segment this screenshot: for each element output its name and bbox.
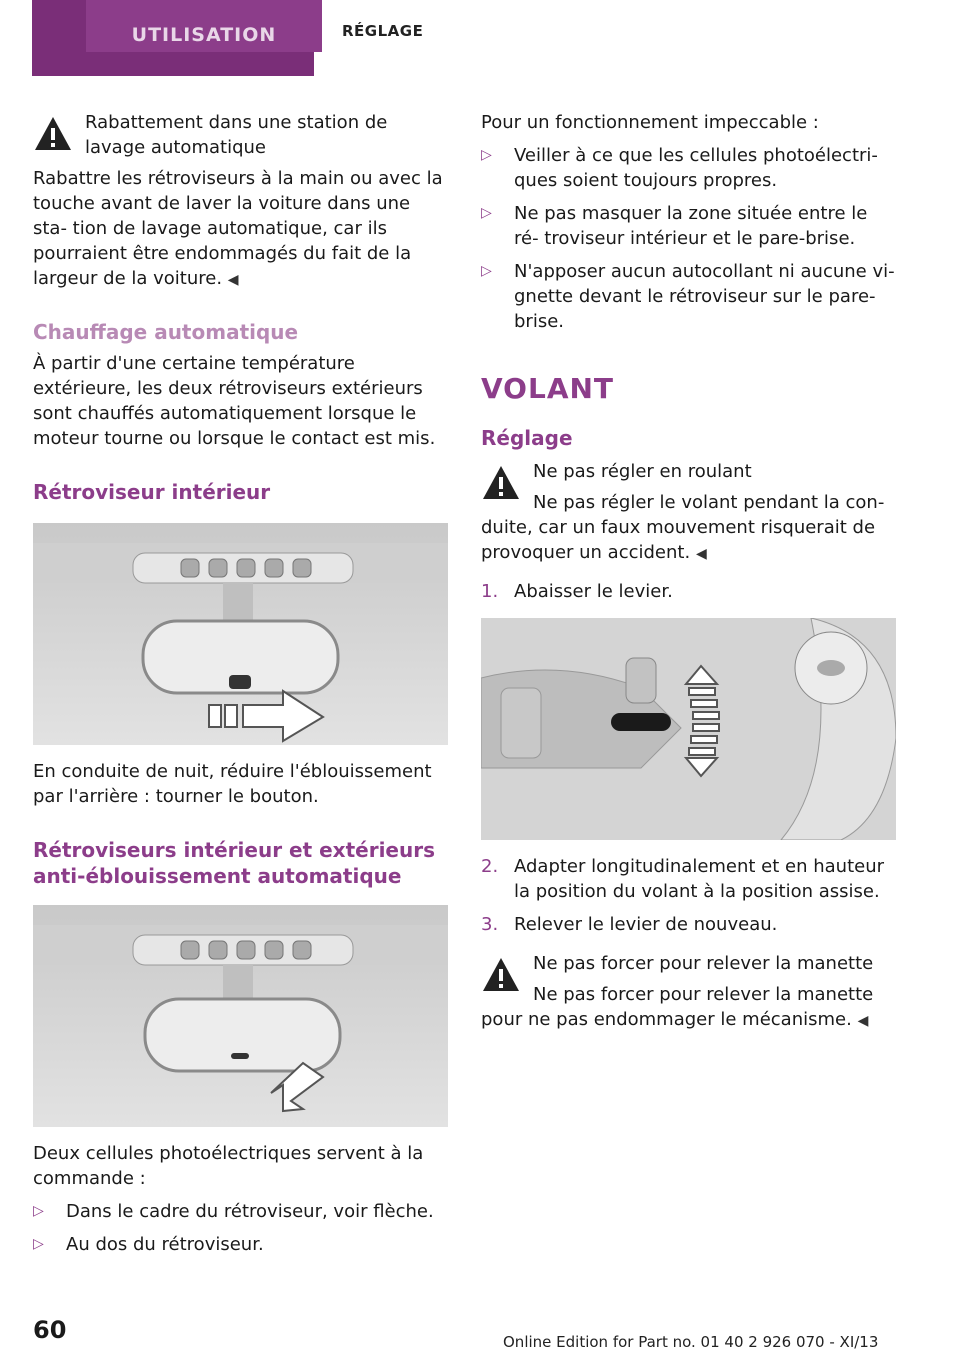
warning-triangle-icon — [481, 463, 521, 503]
heading-retroviseur-interieur: Rétroviseur intérieur — [33, 480, 271, 504]
steps-list — [481, 579, 896, 604]
steps-list-cont — [481, 854, 896, 937]
list-item: ▷ Veiller à ce que les cellules photoélectri- ques soient toujours propres. — [481, 145, 878, 191]
list-item: ▷ Ne pas masquer la zone située entre le ré- troviseur intérieur et le pare-brise. — [481, 203, 868, 249]
list-item: ▷ Dans le cadre du rétroviseur, voir flèche. — [33, 1201, 434, 1222]
warning-title: Ne pas régler en roulant — [533, 461, 752, 482]
bullet-triangle-icon: ▷ — [33, 1203, 44, 1219]
paragraph-intro: Pour un fonctionnement impeccable : — [481, 112, 819, 133]
list-item: ▷ Au dos du rétroviseur. — [33, 1234, 264, 1255]
step-2: 2. Adapter longitudinalement et en hauteur la position du volant à la position assise. — [481, 856, 885, 902]
bullet-triangle-icon: ▷ — [33, 1236, 44, 1252]
end-mark-icon: ◀ — [227, 272, 239, 288]
heading-chauffage: Chauffage automatique — [33, 320, 299, 344]
step-3: 3. Relever le levier de nouveau. — [481, 914, 778, 935]
warning-triangle-icon — [481, 955, 521, 995]
bullet-triangle-icon: ▷ — [481, 205, 492, 221]
warning-body: Ne pas régler le volant pendant la con- duite, car un faux mouvement risquerait de provoquer un accident. ◀ — [481, 492, 885, 563]
step-1: 1. Abaisser le levier. — [481, 581, 673, 602]
list-fonctionnement — [481, 143, 896, 334]
paragraph-cellules: Deux cellules photoélectriques servent à la commande : — [33, 1143, 424, 1189]
page-number: 60 — [33, 1316, 67, 1344]
tab-utilisation-label: UTILISATION — [86, 0, 322, 52]
heading-reglage: Réglage — [481, 426, 573, 450]
right-column — [481, 110, 896, 1034]
tab-utilisation[interactable] — [32, 0, 314, 76]
warning-car-wash — [33, 110, 448, 293]
left-column — [33, 110, 448, 1257]
header-tabbar — [0, 0, 960, 78]
paragraph-interior: En conduite de nuit, réduire l'éblouissement par l'arrière : tourner le bouton. — [33, 761, 432, 807]
end-mark-icon: ◀ — [695, 546, 707, 562]
warning-body: Ne pas forcer pour relever la manette pour ne pas endommager le mécanisme. ◀ — [481, 984, 874, 1030]
edition-footer: Online Edition for Part no. 01 40 2 926 070 - XI/13 — [503, 1333, 879, 1351]
interior-mirror-photo — [33, 523, 448, 745]
warning-lever — [481, 951, 896, 1034]
list-item: ▷ N'apposer aucun autocollant ni aucune vi- gnette devant le rétroviseur sur le pare- brise. — [481, 261, 895, 332]
section-title-volant: VOLANT — [481, 372, 615, 405]
steering-lever-photo — [481, 618, 896, 840]
warning-title: Ne pas forcer pour relever la manette — [533, 953, 874, 974]
warning-triangle-icon — [33, 114, 73, 154]
bullet-triangle-icon: ▷ — [481, 263, 492, 279]
end-mark-icon: ◀ — [857, 1013, 869, 1029]
auto-dimming-mirror-photo — [33, 905, 448, 1127]
heading-anti-eblouissement: Rétroviseurs intérieur et extérieurs anti-éblouissement automatique — [33, 838, 435, 888]
paragraph-chauffage: À partir d'une certaine température extérieure, les deux rétroviseurs extérieurs sont chauffés automatiquement lorsque le moteur tourne ou lorsque le contact est mis. — [33, 353, 436, 449]
list-cellules — [33, 1199, 448, 1257]
bullet-triangle-icon: ▷ — [481, 147, 492, 163]
warning-body: Rabattre les rétroviseurs à la main ou avec la touche avant de laver la voiture dans une sta- tion de lavage automatique, car ils pourraient être endommagés du fait de la largeur de la voiture. ◀ — [33, 168, 443, 289]
warning-steering — [481, 459, 896, 567]
warning-title: Rabattement dans une station de lavage automatique — [85, 112, 388, 158]
tab-reglage[interactable]: RÉGLAGE — [342, 22, 424, 40]
